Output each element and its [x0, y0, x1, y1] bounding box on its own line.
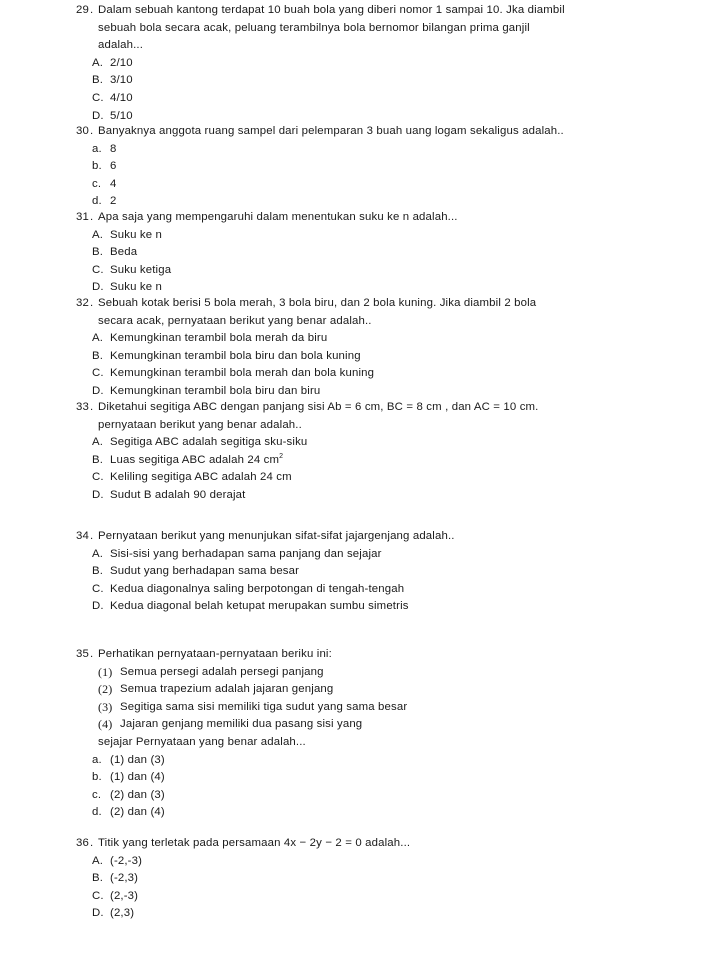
- option-text-value: 2/10: [110, 56, 133, 69]
- option-text: [110, 365, 374, 383]
- option-text-value: 2: [110, 195, 117, 208]
- answer-option: [76, 853, 676, 871]
- answer-option: [76, 90, 676, 108]
- question-stem-text: Apa saja yang mempengaruhi dalam menentukan suku ke n adalah...: [98, 211, 458, 223]
- option-label: A.: [92, 547, 104, 560]
- option-text: [110, 158, 117, 176]
- question-30: [76, 123, 676, 211]
- question-number: 35: [76, 648, 89, 660]
- option-text: [110, 383, 320, 401]
- answer-option: [76, 452, 676, 470]
- statement-label: (3): [98, 699, 113, 714]
- question-33: [76, 399, 676, 505]
- answer-option: [76, 72, 676, 90]
- option-text-value: (2) dan (4): [110, 806, 165, 819]
- option-text: [110, 434, 307, 452]
- statement-text: Semua persegi adalah persegi panjang: [120, 665, 324, 678]
- option-text: [110, 487, 245, 505]
- question-stem-line: secara acak, pernyataan berikut yang benar adalah..: [98, 314, 372, 327]
- option-label: C.: [92, 263, 104, 276]
- answer-option: [76, 330, 676, 348]
- question-number: 32: [76, 297, 89, 309]
- answer-option: [76, 158, 676, 176]
- question-number-dot: .: [90, 530, 94, 542]
- option-text-value: Beda: [110, 246, 138, 259]
- answer-option: [76, 752, 676, 770]
- statement-label: (1): [98, 664, 113, 679]
- answer-option: [76, 469, 676, 487]
- option-text-value: Kemungkinan terambil bola merah dan bola kuning: [110, 367, 375, 380]
- option-text: [110, 262, 171, 280]
- question-29: [76, 2, 676, 125]
- statement-item: [76, 699, 676, 717]
- option-text-value: (2,3): [110, 907, 135, 920]
- option-text-value: Suku ke n: [110, 228, 163, 241]
- question-number-dot: .: [90, 211, 94, 223]
- question-number: 36: [76, 837, 89, 849]
- option-text: [110, 452, 283, 470]
- option-label: B.: [92, 74, 104, 87]
- option-text: [110, 769, 165, 787]
- option-text-value: (-2,-3): [110, 854, 143, 867]
- question-36: [76, 835, 676, 923]
- answer-option: [76, 434, 676, 452]
- option-text: [110, 330, 327, 348]
- option-label: C.: [92, 471, 104, 484]
- answer-option: [76, 348, 676, 366]
- option-label: B.: [92, 349, 104, 362]
- option-label: d.: [92, 806, 102, 819]
- option-text-value: Sisi-sisi yang berhadapan sama panjang dan sejajar: [110, 547, 382, 560]
- option-text: [110, 227, 162, 245]
- option-label: B.: [92, 565, 104, 578]
- question-stem-text: Titik yang terletak pada persamaan 4x − 2y − 2 = 0 adalah...: [98, 837, 411, 849]
- option-label: C.: [92, 91, 104, 104]
- option-text: [110, 469, 292, 487]
- option-text-value: Kemungkinan terambil bola merah da biru: [110, 332, 328, 345]
- option-label: C.: [92, 889, 104, 902]
- option-text: [110, 804, 165, 822]
- answer-option: [76, 227, 676, 245]
- option-text: [110, 853, 142, 871]
- option-text-value: Sudut yang berhadapan sama besar: [110, 565, 300, 578]
- option-label: A.: [92, 228, 104, 241]
- option-text: [110, 244, 137, 262]
- question-stem-text: Pernyataan berikut yang menunjukan sifat-sifat jajargenjang adalah..: [98, 530, 455, 542]
- option-text-value: (2) dan (3): [110, 788, 165, 801]
- question-stem-line: [76, 528, 676, 546]
- option-text: [110, 141, 117, 159]
- option-text: [110, 55, 133, 73]
- answer-option: [76, 487, 676, 505]
- option-label: D.: [92, 600, 104, 613]
- option-superscript: 2: [279, 452, 284, 460]
- option-label: b.: [92, 160, 102, 173]
- option-text-value: Kedua diagonalnya saling berpotongan di tengah-tengah: [110, 582, 405, 595]
- option-text-value: Kemungkinan terambil bola biru dan bola kuning: [110, 349, 361, 362]
- option-text: [110, 581, 404, 599]
- question-number-dot: .: [90, 4, 94, 16]
- option-label: c.: [92, 177, 102, 190]
- option-text-value: (2,-3): [110, 889, 139, 902]
- option-text-value: Kedua diagonal belah ketupat merupakan sumbu simetris: [110, 600, 409, 613]
- option-label: b.: [92, 771, 102, 784]
- answer-option: [76, 888, 676, 906]
- statement-text: Semua trapezium adalah jajaran genjang: [120, 683, 334, 696]
- question-stem-line: [76, 209, 676, 227]
- option-text: [110, 176, 117, 194]
- option-label: c.: [92, 788, 102, 801]
- option-text-value: 5/10: [110, 109, 133, 122]
- option-label: C.: [92, 582, 104, 595]
- option-text-value: (1) dan (4): [110, 771, 165, 784]
- option-label: A.: [92, 436, 104, 449]
- question-number: 30: [76, 125, 89, 137]
- option-text-value: (1) dan (3): [110, 753, 165, 766]
- question-number: 29: [76, 4, 89, 16]
- option-label: C.: [92, 367, 104, 380]
- option-text: [110, 546, 382, 564]
- option-text-value: Keliling segitiga ABC adalah 24 cm: [110, 471, 292, 484]
- answer-option: [76, 176, 676, 194]
- option-text-value: Luas segitiga ABC adalah 24 cm: [110, 453, 280, 466]
- statement-text: Jajaran genjang memiliki dua pasang sisi yang: [120, 718, 363, 731]
- option-text: [110, 888, 138, 906]
- question-number: 31: [76, 211, 89, 223]
- question-stem-line: adalah...: [98, 39, 144, 52]
- option-text: [110, 787, 165, 805]
- question-stem-line: pernyataan berikut yang benar adalah..: [98, 418, 302, 431]
- question-number: 33: [76, 401, 89, 413]
- option-text-value: 3/10: [110, 74, 133, 87]
- answer-option: [76, 563, 676, 581]
- option-text: [110, 905, 134, 923]
- option-label: D.: [92, 281, 104, 294]
- option-text: [110, 870, 138, 888]
- question-stem-trailer: sejajar Pernyataan yang benar adalah...: [98, 735, 306, 748]
- statement-label: (4): [98, 717, 113, 732]
- answer-option: [76, 804, 676, 822]
- statement-text: Segitiga sama sisi memiliki tiga sudut yang sama besar: [120, 700, 408, 713]
- answer-option: [76, 870, 676, 888]
- statement-label: (2): [98, 682, 113, 697]
- option-text-value: 6: [110, 160, 117, 173]
- question-number-dot: .: [90, 648, 94, 660]
- option-label: D.: [92, 384, 104, 397]
- question-stem-line: [76, 2, 676, 20]
- question-stem-line: [76, 123, 676, 141]
- question-number-dot: .: [90, 125, 94, 137]
- question-31: [76, 209, 676, 297]
- question-stem-text: Dalam sebuah kantong terdapat 10 buah bola yang diberi nomor 1 sampai 10. Jka diambil: [98, 4, 565, 16]
- option-text-value: Suku ke n: [110, 281, 163, 294]
- option-text-value: 8: [110, 142, 117, 155]
- answer-option: [76, 787, 676, 805]
- option-label: B.: [92, 872, 104, 885]
- option-text: [110, 72, 133, 90]
- answer-option: [76, 769, 676, 787]
- answer-option: [76, 244, 676, 262]
- statement-item: [76, 681, 676, 699]
- question-number: 34: [76, 530, 89, 542]
- answer-option: [76, 598, 676, 616]
- statement-item: [76, 664, 676, 682]
- question-stem-line: [76, 646, 676, 664]
- option-text-value: 4/10: [110, 91, 133, 104]
- statement-item: [76, 716, 676, 734]
- option-text: [110, 598, 409, 616]
- option-label: B.: [92, 246, 104, 259]
- option-label: D.: [92, 907, 104, 920]
- question-stem-text: Banyaknya anggota ruang sampel dari pelemparan 3 buah uang logam sekaligus adalah..: [98, 125, 564, 137]
- question-number-dot: .: [90, 401, 94, 413]
- question-number-dot: .: [90, 837, 94, 849]
- option-label: B.: [92, 453, 104, 466]
- option-label: a.: [92, 142, 102, 155]
- answer-option: [76, 905, 676, 923]
- answer-option: [76, 383, 676, 401]
- option-text-value: Sudut B adalah 90 derajat: [110, 488, 246, 501]
- question-number-dot: .: [90, 297, 94, 309]
- question-stem-text: Perhatikan pernyataan-pernyataan beriku ini:: [98, 648, 332, 660]
- question-stem-line: [76, 295, 676, 313]
- option-text: [110, 752, 165, 770]
- question-stem-line: [76, 835, 676, 853]
- option-text-value: (-2,3): [110, 872, 139, 885]
- option-label: d.: [92, 195, 102, 208]
- question-stem-line: sebuah bola secara acak, peluang terambilnya bola bernomor bilangan prima ganjil: [98, 21, 530, 34]
- answer-option: [76, 55, 676, 73]
- question-32: [76, 295, 676, 401]
- question-stem-text: Sebuah kotak berisi 5 bola merah, 3 bola biru, dan 2 bola kuning. Jika diambil 2 bola: [98, 297, 537, 309]
- option-text-value: Kemungkinan terambil bola biru dan biru: [110, 384, 321, 397]
- option-text-value: Suku ketiga: [110, 263, 172, 276]
- option-label: a.: [92, 753, 102, 766]
- question-34: [76, 528, 676, 616]
- option-text: [110, 348, 361, 366]
- option-text-value: 4: [110, 177, 117, 190]
- option-label: A.: [92, 332, 104, 345]
- option-text: [110, 90, 133, 108]
- option-label: D.: [92, 109, 104, 122]
- answer-option: [76, 546, 676, 564]
- question-stem-line: [76, 399, 676, 417]
- answer-option: [76, 141, 676, 159]
- answer-option: [76, 365, 676, 383]
- option-text-value: Segitiga ABC adalah segitiga sku-siku: [110, 436, 308, 449]
- option-text: [110, 563, 299, 581]
- option-label: D.: [92, 488, 104, 501]
- question-35: [76, 646, 676, 822]
- option-label: A.: [92, 854, 104, 867]
- question-stem-text: Diketahui segitiga ABC dengan panjang sisi Ab = 6 cm, BC = 8 cm , dan AC = 10 cm.: [98, 401, 539, 413]
- answer-option: [76, 581, 676, 599]
- option-label: A.: [92, 56, 104, 69]
- answer-option: [76, 262, 676, 280]
